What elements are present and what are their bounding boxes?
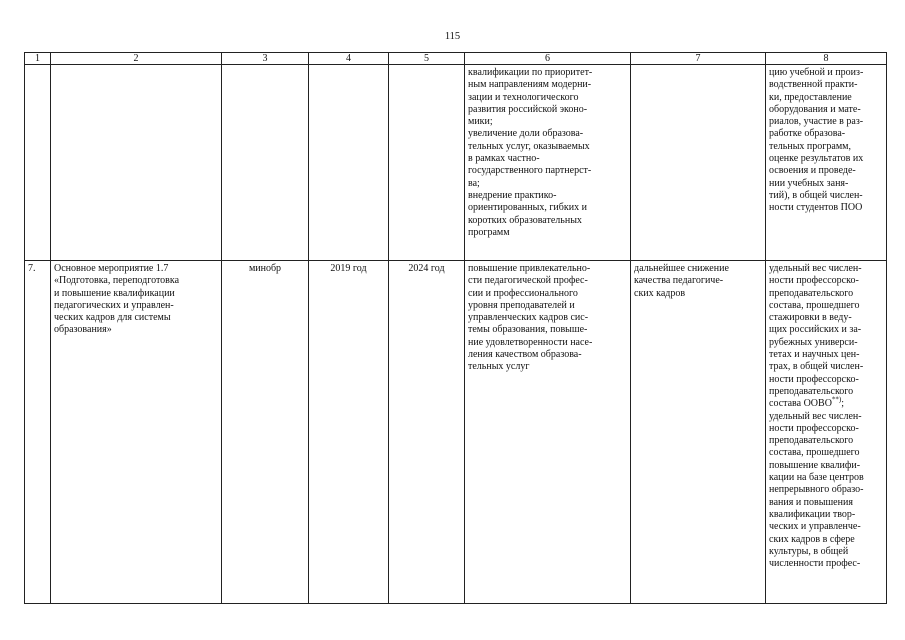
text-line: квалификации по приоритет-: [468, 67, 593, 78]
text-line: уровня преподавателей и: [468, 299, 575, 311]
results-cell: [465, 65, 631, 261]
text-line: тетах и научных цен-: [769, 349, 860, 361]
text-line: щих российских и за-: [769, 324, 862, 336]
footnote-mark: **): [831, 395, 842, 404]
empty-cell: [25, 65, 51, 261]
text-line: мики;: [468, 116, 493, 128]
text-line: повышение квалифи-: [769, 459, 861, 471]
text-line: тий), в общей числен-: [769, 189, 863, 201]
text-line: ления качеством образова-: [468, 349, 582, 361]
text-line: и повышение квалификации: [54, 287, 175, 299]
text-line: тельных программ,: [769, 140, 851, 152]
header-cell: 2: [51, 53, 222, 65]
text-line: состава, прошедшего: [769, 299, 860, 311]
text-line: зации и технологического: [468, 91, 579, 103]
text-line: управленческих кадров сис-: [468, 312, 589, 324]
page-bottom-margin: [0, 611, 905, 640]
text-line: ческих кадров для системы: [54, 312, 171, 324]
footnote-text: состава ООВО: [769, 398, 832, 410]
footnote-line: [769, 395, 883, 410]
header-cell: 6: [465, 53, 631, 65]
empty-cell: [51, 65, 222, 261]
text-line: трах, в общей числен-: [769, 361, 864, 373]
text-line: ности профессорско-: [769, 275, 859, 287]
text-line: программ: [468, 226, 510, 238]
text-line: ских кадров: [634, 287, 686, 299]
text-line: ских кадров в сфере: [769, 533, 855, 545]
header-cell: 7: [631, 53, 766, 65]
activity-name-cell: [51, 261, 222, 604]
indicator-cell: [766, 65, 887, 261]
text-line: цию учебной и произ-: [769, 67, 864, 78]
page-number: 115: [444, 31, 461, 42]
text-line: в рамках частно-: [468, 153, 540, 165]
text-line: оценке результатов их: [769, 153, 864, 165]
text-line: ки, предоставление: [769, 91, 852, 103]
text-line: ориентированных, гибких и: [468, 202, 587, 214]
header-cell: 1: [25, 53, 51, 65]
text-line: освоения и проведе-: [769, 165, 856, 177]
text-line: состава, прошедшего: [769, 447, 860, 459]
text-line: ческих и управленче-: [769, 521, 861, 533]
text-line: коротких образовательных: [468, 214, 582, 226]
row-number-cell: 7.: [25, 261, 51, 604]
header-cell: 3: [222, 53, 309, 65]
text-line: «Подготовка, переподготовка: [54, 275, 180, 287]
text-line: Основное мероприятие 1.7: [54, 263, 169, 274]
text-line: сии и профессионального: [468, 287, 578, 299]
text-line: численности профес-: [769, 558, 861, 570]
text-line: сти педагогической профес-: [468, 275, 588, 287]
text-line: риалов, участие в раз-: [769, 116, 864, 128]
text-line: работке образова-: [769, 128, 846, 140]
text-line: ным направлениям модерни-: [468, 79, 592, 91]
text-line: удельный вес числен-: [769, 263, 862, 274]
table-row-continued: [25, 65, 887, 261]
header-cell: 8: [766, 53, 887, 65]
text-line: тельных услуг: [468, 361, 530, 373]
end-year-cell: 2024 год: [389, 261, 465, 604]
text-line: педагогических и управлен-: [54, 299, 174, 311]
empty-cell: [222, 65, 309, 261]
results-cell: [465, 261, 631, 604]
text-line: нии учебных заня-: [769, 177, 849, 189]
text-line: ности профессорско-: [769, 422, 859, 434]
indicator-cell: [766, 261, 887, 604]
table-row-7: [25, 261, 887, 604]
header-cell: 4: [309, 53, 389, 65]
text-line: рубежных универси-: [769, 336, 858, 348]
empty-cell: [389, 65, 465, 261]
text-line: удельный вес числен-: [769, 410, 862, 422]
text-line: водственной практи-: [769, 79, 858, 91]
text-line: ности студентов ПОО: [769, 202, 863, 214]
empty-cell: [631, 65, 766, 261]
text-line: качества педагогиче-: [634, 275, 724, 287]
document-table: [24, 52, 887, 604]
text-line: культуры, в общей: [769, 545, 849, 557]
text-line: преподавательского: [769, 435, 854, 447]
footnote-punct: ;: [841, 398, 845, 410]
text-line: тельных услуг, оказываемых: [468, 140, 590, 152]
start-year-cell: 2019 год: [309, 261, 389, 604]
text-line: стажировки в веду-: [769, 312, 852, 324]
empty-cell: [309, 65, 389, 261]
consequences-cell: [631, 261, 766, 604]
text-line: непрерывного образо-: [769, 484, 864, 496]
text-line: преподавательского: [769, 385, 854, 397]
text-line: дальнейшее снижение: [634, 263, 729, 274]
text-line: увеличение доли образова-: [468, 128, 584, 140]
text-line: внедрение практико-: [468, 189, 557, 201]
text-line: темы образования, повыше-: [468, 324, 588, 336]
text-line: преподавательского: [769, 287, 854, 299]
text-line: кации на базе центров: [769, 472, 864, 484]
text-line: образования»: [54, 324, 112, 336]
text-line: квалификации твор-: [769, 508, 856, 520]
header-cell: 5: [389, 53, 465, 65]
text-line: развития российской эконо-: [468, 103, 588, 115]
text-line: ности профессорско-: [769, 373, 859, 385]
text-line: оборудования и мате-: [769, 103, 861, 115]
table-header-row: [25, 53, 887, 65]
text-line: государственного партнерст-: [468, 165, 592, 177]
text-line: ва;: [468, 177, 480, 189]
text-line: повышение привлекательно-: [468, 263, 591, 274]
text-line: ние удовлетворенности насе-: [468, 336, 593, 348]
text-line: вания и повышения: [769, 496, 853, 508]
executor-cell: минобр: [222, 261, 309, 604]
